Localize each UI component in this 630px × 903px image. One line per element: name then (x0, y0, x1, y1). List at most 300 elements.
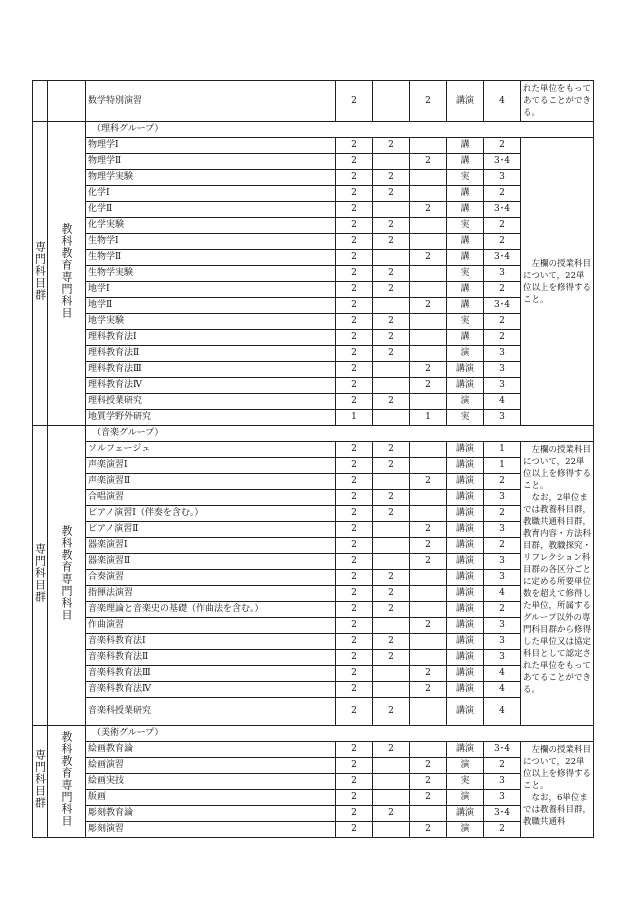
course-name: 器楽演習Ⅰ (86, 538, 336, 554)
course-name: 絵画演習 (86, 758, 336, 774)
table-row (33, 442, 594, 458)
credit-cell: 2 (373, 650, 410, 666)
group-header-row (33, 122, 594, 138)
table-row (33, 298, 594, 314)
note-text: 左欄の授業科目について，22単位以上を修得すること。 (523, 745, 592, 791)
class-type: 実 (447, 266, 484, 282)
subcategory-label: 教科教育専門科目 (60, 223, 73, 319)
course-name: ピアノ演習Ⅰ（伴奏を含む。） (86, 506, 336, 522)
year-cell: 3 (484, 410, 521, 426)
class-type: 講 (447, 202, 484, 218)
credit-cell: 2 (336, 282, 373, 298)
category-label: 専門科目群 (33, 543, 47, 603)
credit-cell (373, 522, 410, 538)
course-name: 地学Ⅰ (86, 282, 336, 298)
year-cell: 3･4 (484, 298, 521, 314)
credit-cell: 2 (336, 634, 373, 650)
table-row (33, 314, 594, 330)
table-row (33, 474, 594, 490)
class-type: 講演 (447, 506, 484, 522)
credit-cell (410, 650, 447, 666)
credit-cell: 2 (373, 170, 410, 186)
credit-cell: 2 (410, 202, 447, 218)
credit-cell (410, 314, 447, 330)
table-row (33, 154, 594, 170)
category-cell (33, 81, 48, 122)
credit-cell (410, 602, 447, 618)
class-type: 講 (447, 330, 484, 346)
year-cell: 3･4 (484, 154, 521, 170)
credit-cell (410, 394, 447, 410)
table-row (33, 602, 594, 618)
credit-cell: 2 (336, 698, 373, 726)
year-cell: 3 (484, 774, 521, 790)
class-type: 講演 (447, 458, 484, 474)
credit-cell: 2 (336, 298, 373, 314)
class-type: 講演 (447, 742, 484, 758)
class-type: 講 (447, 234, 484, 250)
class-type: 講演 (447, 666, 484, 682)
credit-cell: 2 (336, 458, 373, 474)
credit-cell (373, 758, 410, 774)
credit-cell (373, 538, 410, 554)
course-name: 音楽科教育法Ⅱ (86, 650, 336, 666)
year-cell: 3 (484, 570, 521, 586)
credit-cell: 2 (373, 266, 410, 282)
table-row (33, 346, 594, 362)
year-cell: 2 (484, 314, 521, 330)
credit-cell: 2 (336, 314, 373, 330)
class-type: 講演 (447, 806, 484, 822)
course-name: 物理学Ⅱ (86, 154, 336, 170)
credit-cell (373, 250, 410, 266)
credit-cell (410, 698, 447, 726)
table-row (33, 666, 594, 682)
credit-cell: 2 (373, 218, 410, 234)
credit-cell: 2 (373, 586, 410, 602)
credit-cell: 2 (336, 650, 373, 666)
class-type: 講演 (447, 634, 484, 650)
credit-cell (410, 570, 447, 586)
credit-cell: 2 (336, 346, 373, 362)
credit-cell: 2 (336, 490, 373, 506)
table-row (33, 742, 594, 758)
credit-cell: 2 (336, 202, 373, 218)
course-name: 版画 (86, 790, 336, 806)
credit-cell: 2 (336, 570, 373, 586)
year-cell: 2 (484, 186, 521, 202)
credit-cell (410, 170, 447, 186)
subcategory-cell (48, 426, 86, 726)
credit-cell: 2 (336, 602, 373, 618)
table-row (33, 202, 594, 218)
category-cell (33, 726, 48, 838)
credit-cell: 2 (373, 570, 410, 586)
credit-cell: 2 (336, 774, 373, 790)
credit-cell: 2 (373, 698, 410, 726)
credit-cell: 2 (410, 682, 447, 698)
course-name: 作曲演習 (86, 618, 336, 634)
year-cell: 3 (484, 378, 521, 394)
credit-cell: 2 (410, 538, 447, 554)
class-type: 講演 (447, 442, 484, 458)
table-row (33, 790, 594, 806)
course-name: 化学実験 (86, 218, 336, 234)
table-row (33, 682, 594, 698)
year-cell: 2 (484, 218, 521, 234)
table-row (33, 774, 594, 790)
course-name: 音楽科教育法Ⅰ (86, 634, 336, 650)
category-cell (33, 122, 48, 426)
table-row (33, 362, 594, 378)
course-name: 理科教育法Ⅲ (86, 362, 336, 378)
table-row (33, 806, 594, 822)
credit-cell (373, 154, 410, 170)
course-name: 音楽科教育法Ⅲ (86, 666, 336, 682)
credit-cell (410, 490, 447, 506)
year-cell: 3 (484, 790, 521, 806)
class-type: 演 (447, 346, 484, 362)
table-row (33, 490, 594, 506)
credit-cell: 2 (336, 554, 373, 570)
course-name: 数学特別演習 (86, 81, 336, 122)
credit-cell (373, 202, 410, 218)
credit-cell (410, 234, 447, 250)
credit-cell: 2 (410, 822, 447, 838)
credit-cell (373, 81, 410, 122)
year-cell: 2 (484, 474, 521, 490)
class-type: 実 (447, 774, 484, 790)
year-cell: 2 (484, 234, 521, 250)
table-row (33, 522, 594, 538)
class-type: 実 (447, 410, 484, 426)
class-type: 講演 (447, 474, 484, 490)
table-row (33, 282, 594, 298)
note-cell (521, 742, 594, 838)
note-text: なお，2単位までは教養科目群，教職共通科目群，教育内容・方法科目群，教職探究・リフレクション科目群の各区分ごとに定める所要単位数を超えて修得した単位，所属するグループ以外の専門科目群から修得した単位又は協定科目として認定された単位をもってあてることができる。 (523, 493, 592, 695)
course-name: 地質学野外研究 (86, 410, 336, 426)
credit-cell (373, 362, 410, 378)
course-name: ソルフェージュ (86, 442, 336, 458)
class-type: 講演 (447, 362, 484, 378)
year-cell: 4 (484, 698, 521, 726)
credit-cell (373, 554, 410, 570)
credit-cell: 2 (410, 790, 447, 806)
class-type: 講演 (447, 570, 484, 586)
note-text: 左欄の授業科目について，22単位以上を修得すること。 (523, 258, 592, 305)
year-cell: 4 (484, 682, 521, 698)
credit-cell (410, 186, 447, 202)
note-cell (521, 442, 594, 726)
credit-cell: 2 (336, 682, 373, 698)
credit-cell: 2 (336, 522, 373, 538)
credit-cell: 2 (336, 138, 373, 154)
credit-cell: 2 (410, 666, 447, 682)
credit-cell: 2 (373, 314, 410, 330)
year-cell: 3 (484, 618, 521, 634)
credit-cell: 2 (336, 742, 373, 758)
class-type: 講演 (447, 490, 484, 506)
course-name: 声楽演習Ⅱ (86, 474, 336, 490)
credit-cell (373, 378, 410, 394)
course-name: 彫刻演習 (86, 822, 336, 838)
year-cell: 2 (484, 138, 521, 154)
credit-cell: 2 (336, 234, 373, 250)
credit-cell: 2 (336, 806, 373, 822)
credit-cell: 2 (336, 618, 373, 634)
table-row (33, 81, 594, 122)
credit-cell: 2 (373, 602, 410, 618)
credit-cell: 2 (336, 506, 373, 522)
category-cell (33, 426, 48, 726)
credit-cell: 2 (336, 474, 373, 490)
class-type: 演 (447, 790, 484, 806)
course-name: 合唱演習 (86, 490, 336, 506)
course-name: 物理学実験 (86, 170, 336, 186)
table-row (33, 266, 594, 282)
note-text: なお，6単位までは教養科目群，教職共通科 (523, 793, 592, 827)
year-cell: 3 (484, 490, 521, 506)
class-type: 講 (447, 154, 484, 170)
course-name: 絵画実技 (86, 774, 336, 790)
credit-cell: 2 (336, 538, 373, 554)
table-row (33, 634, 594, 650)
subcategory-cell (48, 81, 86, 122)
class-type: 講 (447, 186, 484, 202)
course-name: 理科教育法Ⅱ (86, 346, 336, 362)
table-body (33, 81, 594, 838)
course-name: 音楽理論と音楽史の基礎（作曲法を含む。） (86, 602, 336, 618)
class-type: 講 (447, 298, 484, 314)
year-cell: 2 (484, 282, 521, 298)
course-name: 絵画教育論 (86, 742, 336, 758)
credit-cell: 2 (336, 186, 373, 202)
note-text: 左欄の授業科目について，22単位以上を修得すること。 (523, 445, 592, 491)
table-row (33, 410, 594, 426)
credit-cell (410, 506, 447, 522)
course-name: 生物学Ⅰ (86, 234, 336, 250)
credit-cell: 2 (336, 442, 373, 458)
credit-cell: 2 (410, 378, 447, 394)
class-type: 講演 (447, 554, 484, 570)
credit-cell (373, 790, 410, 806)
course-name: 器楽演習Ⅱ (86, 554, 336, 570)
credit-cell (373, 682, 410, 698)
table-row (33, 554, 594, 570)
table-row (33, 698, 594, 726)
year-cell: 3･4 (484, 742, 521, 758)
year-cell: 3 (484, 266, 521, 282)
class-type: 講演 (447, 682, 484, 698)
class-type: 講演 (447, 650, 484, 666)
table-row (33, 186, 594, 202)
table-row (33, 234, 594, 250)
year-cell: 3･4 (484, 250, 521, 266)
table-row (33, 822, 594, 838)
subcategory-label: 教科教育専門科目 (60, 731, 73, 827)
credit-cell (410, 806, 447, 822)
credit-cell: 2 (410, 774, 447, 790)
table-row (33, 758, 594, 774)
table-row (33, 170, 594, 186)
category-label: 専門科目群 (33, 749, 47, 809)
course-name: 物理学Ⅰ (86, 138, 336, 154)
table-row (33, 506, 594, 522)
credit-cell: 2 (373, 330, 410, 346)
year-cell: 4 (484, 586, 521, 602)
class-type: 講演 (447, 586, 484, 602)
course-name: 地学Ⅱ (86, 298, 336, 314)
class-type: 演 (447, 758, 484, 774)
course-name: 地学実験 (86, 314, 336, 330)
credit-cell (410, 218, 447, 234)
group-label: （音楽グループ） (86, 426, 594, 442)
table-row (33, 138, 594, 154)
credit-cell (410, 634, 447, 650)
class-type: 講演 (447, 522, 484, 538)
class-type: 講演 (447, 378, 484, 394)
class-type: 講演 (447, 618, 484, 634)
credit-cell: 1 (410, 410, 447, 426)
credit-cell: 2 (410, 250, 447, 266)
credit-cell (373, 410, 410, 426)
credit-cell: 2 (373, 458, 410, 474)
class-type: 実 (447, 170, 484, 186)
category-label: 専門科目群 (33, 241, 47, 301)
credit-cell (410, 346, 447, 362)
table-row (33, 586, 594, 602)
course-name: 化学Ⅰ (86, 186, 336, 202)
credit-cell (410, 586, 447, 602)
year-cell: 3 (484, 346, 521, 362)
subcategory-label: 教科教育専門科目 (60, 525, 73, 621)
class-type: 講演 (447, 602, 484, 618)
credit-cell: 2 (336, 822, 373, 838)
note-cell: れた単位をもってあてることができる。 (521, 81, 594, 122)
credit-cell: 2 (373, 806, 410, 822)
credit-cell: 2 (373, 394, 410, 410)
class-type: 講 (447, 138, 484, 154)
table-row (33, 538, 594, 554)
year-cell: 1 (484, 442, 521, 458)
credit-cell: 2 (336, 330, 373, 346)
year-cell: 2 (484, 758, 521, 774)
credit-cell (373, 618, 410, 634)
credit-cell: 2 (336, 378, 373, 394)
class-type: 実 (447, 314, 484, 330)
credit-cell: 2 (336, 394, 373, 410)
credit-cell: 2 (336, 758, 373, 774)
course-name: 音楽科授業研究 (86, 698, 336, 726)
year-cell: 3･4 (484, 806, 521, 822)
class-type: 演 (447, 822, 484, 838)
credit-cell (373, 774, 410, 790)
year-cell: 2 (484, 602, 521, 618)
table-row (33, 458, 594, 474)
course-name: 理科教育法Ⅳ (86, 378, 336, 394)
credit-cell (410, 138, 447, 154)
credit-cell: 2 (336, 81, 373, 122)
year-cell: 2 (484, 538, 521, 554)
note-cell (521, 138, 594, 426)
table-row (33, 570, 594, 586)
class-type: 講 (447, 282, 484, 298)
credit-cell: 2 (373, 346, 410, 362)
credit-cell: 2 (336, 170, 373, 186)
credit-cell: 2 (336, 362, 373, 378)
year-cell: 2 (484, 506, 521, 522)
class-type: 講演 (447, 81, 484, 122)
year-cell: 4 (484, 394, 521, 410)
credit-cell: 2 (373, 490, 410, 506)
table-row (33, 650, 594, 666)
year-cell: 3 (484, 522, 521, 538)
year-cell: 3 (484, 650, 521, 666)
credit-cell: 2 (336, 666, 373, 682)
table-row (33, 378, 594, 394)
credit-cell: 2 (373, 186, 410, 202)
table-row (33, 330, 594, 346)
course-name: 合奏演習 (86, 570, 336, 586)
credit-cell: 2 (410, 298, 447, 314)
group-label: （理科グループ） (86, 122, 594, 138)
subcategory-cell (48, 122, 86, 426)
credit-cell: 2 (336, 218, 373, 234)
year-cell: 1 (484, 458, 521, 474)
table-row (33, 218, 594, 234)
credit-cell: 2 (336, 790, 373, 806)
class-type: 講演 (447, 538, 484, 554)
credit-cell: 2 (373, 442, 410, 458)
credit-cell: 2 (410, 758, 447, 774)
group-header-row (33, 726, 594, 742)
table-row (33, 250, 594, 266)
credit-cell (410, 458, 447, 474)
credit-cell (410, 266, 447, 282)
credit-cell (410, 330, 447, 346)
year-cell: 3 (484, 362, 521, 378)
credit-cell: 2 (336, 586, 373, 602)
credit-cell: 2 (336, 154, 373, 170)
credit-cell (373, 666, 410, 682)
curriculum-table (32, 80, 594, 838)
year-cell: 4 (484, 666, 521, 682)
course-name: 理科授業研究 (86, 394, 336, 410)
credit-cell (410, 742, 447, 758)
credit-cell: 2 (336, 250, 373, 266)
year-cell: 3･4 (484, 202, 521, 218)
group-label: （美術グループ） (86, 726, 594, 742)
course-name: ピアノ演習Ⅱ (86, 522, 336, 538)
year-cell: 3 (484, 554, 521, 570)
table-row (33, 618, 594, 634)
course-name: 理科教育法Ⅰ (86, 330, 336, 346)
credit-cell: 2 (410, 81, 447, 122)
credit-cell: 2 (336, 266, 373, 282)
credit-cell (373, 822, 410, 838)
credit-cell (410, 442, 447, 458)
credit-cell: 2 (410, 474, 447, 490)
credit-cell: 2 (373, 138, 410, 154)
year-cell: 2 (484, 822, 521, 838)
credit-cell (410, 282, 447, 298)
credit-cell: 1 (336, 410, 373, 426)
course-name: 生物学実験 (86, 266, 336, 282)
credit-cell: 2 (410, 522, 447, 538)
class-type: 実 (447, 218, 484, 234)
subcategory-cell (48, 726, 86, 838)
course-name: 指揮法演習 (86, 586, 336, 602)
